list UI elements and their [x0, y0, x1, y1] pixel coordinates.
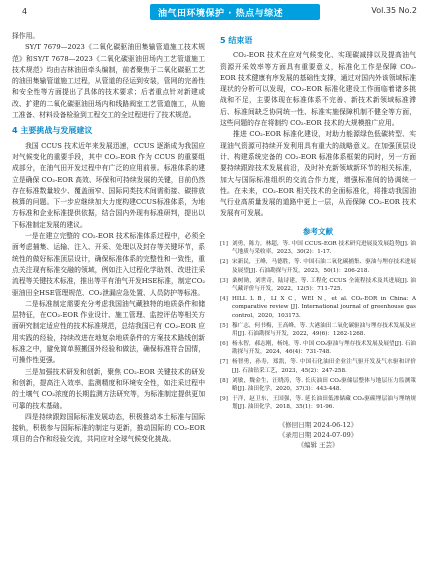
paragraph: CO₂-EOR 技术在应对气候变化、实现碳减排以及提高油气资源开采效率等方面具有重要意义，标准化工作是保障 CO₂-EOR 技术健康有序发展的基础性支撑，通过对国内外该领域标准现状的分析可以发现，CO₂-EOR 标准化建设工作面临着诸多挑战和不足，主要体现在标准体系不完善、新技术新领域标准滞后、标准间缺乏协同统一性、标准实施保障机制不健全等方面，这些问题的存在将制约 CO₂-EOR 技术的大规模推广应用。	[220, 51, 416, 128]
right-column	[220, 31, 416, 450]
paragraph: 三是加强技术研发和创新，聚焦 CO₂-EOR 关键技术的研发和创新，提高注入效率、监测精度和环境安全性，如注采过程中的土壤气 CO₂浓度的长期监测方法研究等，为标准制定提供更加可靠的技术基础。	[12, 367, 205, 410]
left-column	[12, 31, 205, 446]
article-dates	[220, 420, 416, 450]
reference-item: [9] 于洋，赵卫东，王国强，等. 延长油田低渗储藏 CO₂驱碳埋层油与埋纳规划[J]. 油田化学，2018，35(1)：91-96.	[220, 395, 416, 411]
references-heading: 参考文献	[303, 226, 333, 236]
reference-item: [8] 刘敏，魏金生，汪晓涛，等. 长庆油田 CO₂驱储层整体与地层压力监测策略[J]. 油田化学，2020，37(3)：443-448.	[220, 377, 416, 393]
paragraph: 一是在建立完整的 CO₂-EOR 技术标准体系过程中，必须全面考虑捕集、运输、注入、开采、处理以及封存等关键环节，系统性的做好标准顶层设计，确保标准体系的完整性和一致性，重点关注现有标准交融的领域，例如注入过程化学助剂、改进注采流程等关键技术标准，推出等平有油气开发HSE标准，制定CO₂驱油田全HSE管理规范、CO₂泄漏应急处置、人员防护等标准。	[12, 232, 205, 297]
running-header	[0, 0, 427, 24]
reference-item: [1] 刘勇，陈力，林超，等. 中国 CCUS-EOR 技术研究进展及发展趋势[J]. 油气地质与采收率，2023，30(2)：1-17.	[220, 241, 416, 256]
reference-item: [3] 桑树勋，刘世奇，陆诗建，等. 工程化 CCUS 全流程技术及其进展[J]. 油气藏评价与开发，2022，12(5)：711-725.	[220, 277, 416, 293]
section-heading: 4 主要挑战与发展建议	[12, 126, 93, 136]
accepted-date: 《录用日期 2024-07-09》	[278, 430, 358, 439]
paragraph: 推进 CO₂-EOR 标准化建设，对助力能源绿色低碳转型、实现油气资源可持续开发利用具有重大的战略意义。在加强顶层设计、构建系统完备的 CO₂-EOR 标准体系框架的同时，另一方面要持续跟踪技术发展前沿，及时补充新领域新环节的相关标准，加大与国际标准组织的交流合作力度，增强标准间的协调统一性。在未来，CO₂-EOR 相关技术的全面标准化，将推动我国油气行业高质量发展的道路中更上一层，从而保障 CO₂-EOR 技术发展有可发展。	[220, 130, 416, 218]
editor-credit: 《编辑 王芸》	[297, 440, 339, 449]
page-number: 4	[22, 7, 28, 16]
reference-list	[220, 240, 416, 412]
section-heading: 5 结束语	[220, 36, 253, 45]
paragraph: SY/T 7679—2023《二氧化碳驱油田集输管道施工技术规范》和SY/T 7678—2023《二氧化碳驱油田场内工艺管道施工技术规范》均由吉林油田牵头编制，前者聚焦于二氧化碳驱工艺的油田集输管道施工过程，从管道的径运到安装，管网的完善性和安全性等方面提出了具体的技术要求；后者重点针对新建或改、扩建的二氧化碳驱油田场内和线路阀室工艺管道施工，从施工准备、材料设备检验到工程交工的全过程进行了技术规范。	[12, 43, 205, 120]
paragraph: 择作用。	[12, 32, 40, 40]
paragraph: 四是持续跟踪国际标准发展动态，积极推动本土标准与国际接轨，积极参与国际标准的制定与更新，推动国际的 CO₂-EOR 项目的合作和经验交流，共同应对全球气候变化挑战。	[12, 412, 205, 444]
reference-item: [4] HILL L B，LI X C，WEI N，et al. CO₂-EOR in China: A comparative review [J]. International journal of greenhouse gas control，2020，103173.	[220, 295, 416, 319]
received-date: 《修回日期 2024-06-12》	[278, 420, 358, 429]
reference-item: [2] 宋新民，王峰，马德胜，等. 中国石油二氧化碳捕集、驱油与埋存技术进展及展望[J]. 石油勘探与开发，2023，50(1)：206-218.	[220, 259, 416, 274]
reference-item: [7] 杨智勇，孙寿，郑凯，等. 中国石化油田企业注气驱开发及气水驱和评价[J]. 石油钻采工艺，2023，45(2)：247-258.	[220, 359, 416, 374]
reference-item: [6] 杨永智，郝志刚，杨纯，等. 中国 CO₂驱油与埋存技术发展及展望[J]. 石油勘探与开发，2024，46(4)：731-748.	[220, 341, 416, 356]
paragraph: 我国 CCUS 技术近年来发展迅速，CCUS 逐渐成为我国应对气候变化的重要手段，其中 CO₂-EOR 作为 CCUS 的重要组成部分，在油气田开发过程中有广泛的应用前景。标准体系的建立是确保 CO₂-EOR 高效、环保和可持续发展的关键，目前仍然存在标准数量较少、覆盖面窄、国际同类技术间需衔接、碳排放核算的问题。下一步应继续加大力度构建CCUS标准体系，为地方标准和企业标准提供依据，结合国内外现有标准研判，提出以下标准制定发展的建议。	[12, 141, 205, 229]
volume-info: Vol.35 No.2	[371, 6, 417, 15]
reference-item: [5] 穆广志，何书梅，王高峰，等. 大港油田二氧化碳驱油与埋存技术发展及应用[J]. 石油勘探与开发，2022，49(6)：1262-1268.	[220, 322, 416, 338]
journal-title: 油气田环境保护 · 热点与综述	[158, 9, 284, 19]
paragraph: 二是标准制定需要充分考虑我国油气藏独特的地质条件和储层特征，在CO₂-EOR 作业设计、施工管理、监控评估等相关方面研究制定适应性的技术标准规范，总结我国已有 CO₂-EOR 应用实践的经验，持续改进在地复杂地质条件的方案技术路线创新标准之中，避免简单照搬国外经验和做法，确保标准符合国情，可操作性更强。	[12, 299, 205, 365]
